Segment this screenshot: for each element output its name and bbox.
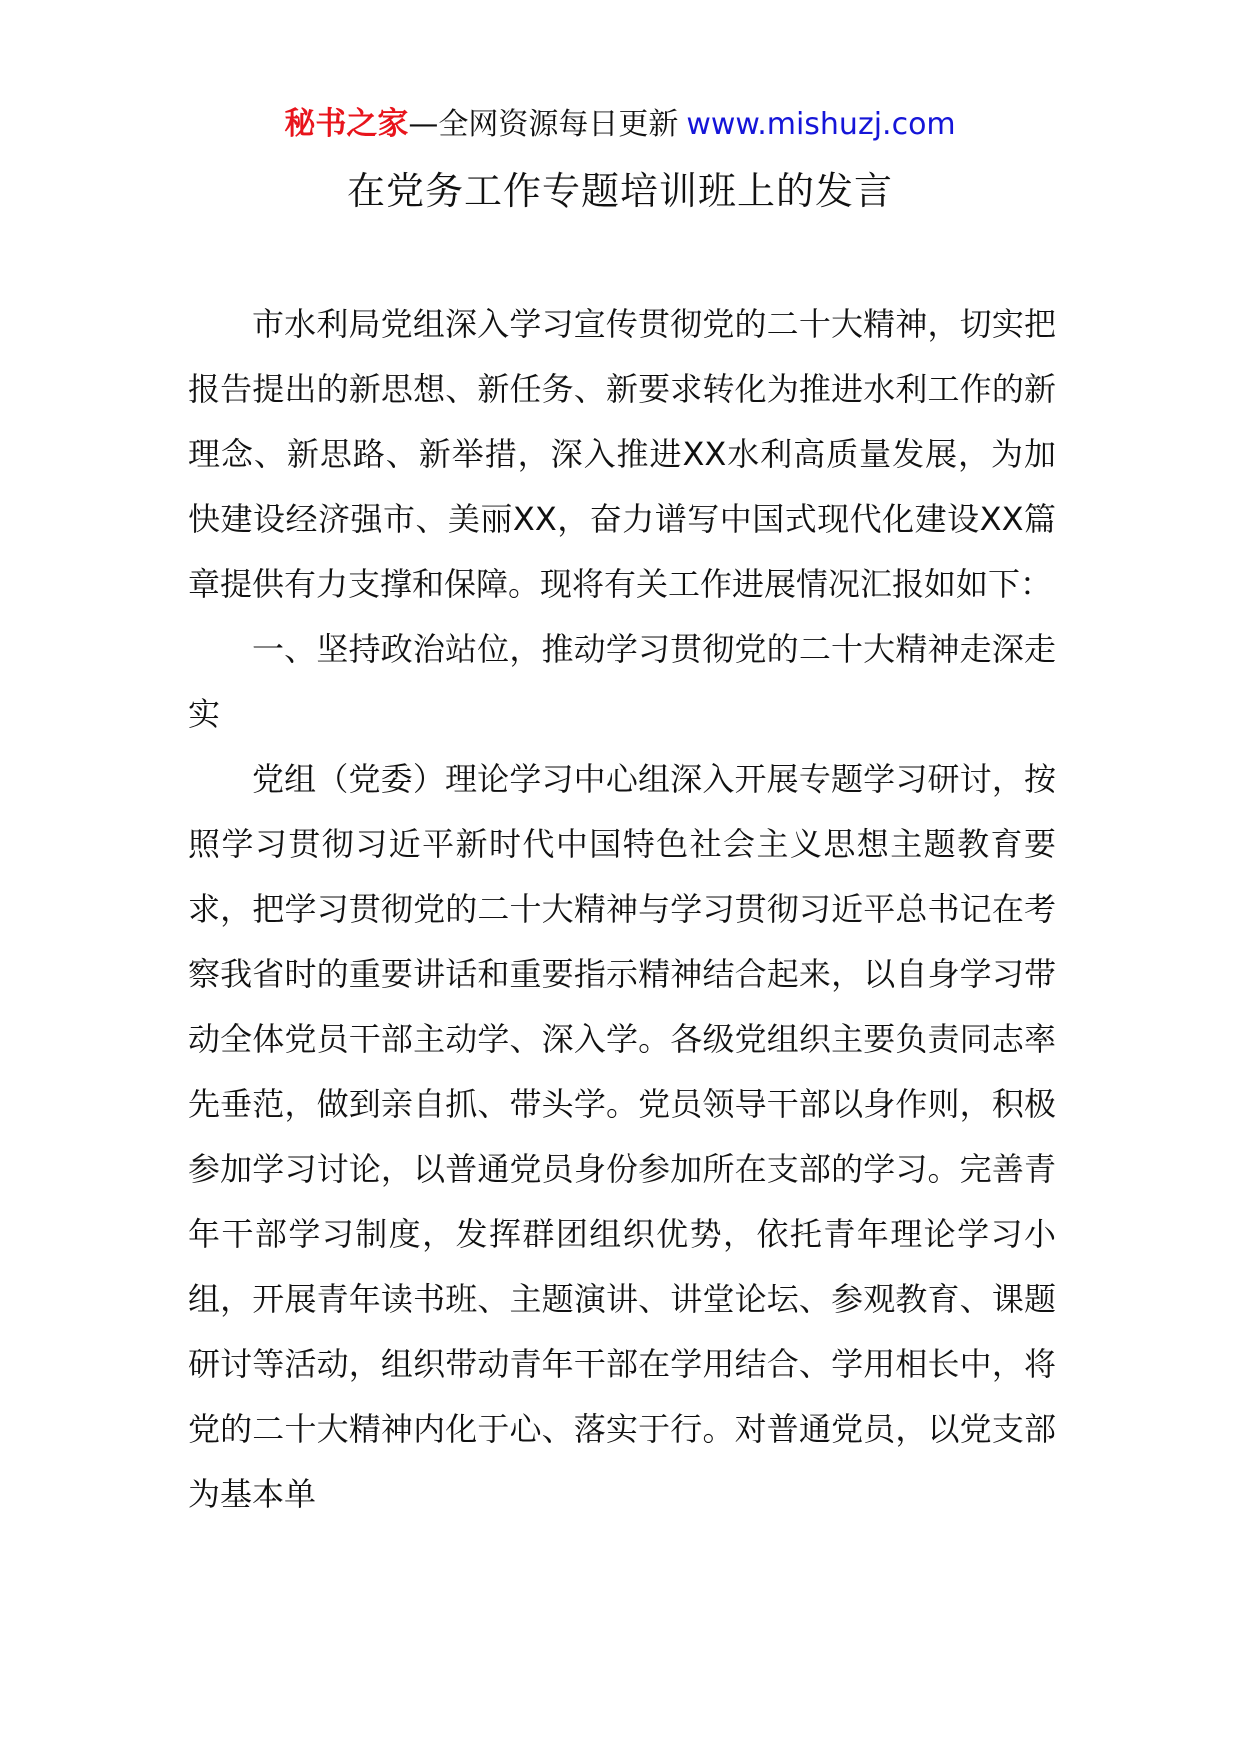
site-url-link[interactable]: www.mishuzj.com [686, 107, 956, 142]
header-tagline: —全网资源每日更新 [408, 107, 679, 142]
document-body [188, 292, 1056, 1527]
body-paragraph: 市水利局党组深入学习宣传贯彻党的二十大精神，切实把报告提出的新思想、新任务、新要求转化为推进水利工作的新理念、新思路、新举措，深入推进XX水利高质量发展，为加快建设经济强市、美丽XX，奋力谱写中国式现代化建设XX篇章提供有力支撑和保障。现将有关工作进展情况汇报如如下： [188, 305, 1056, 603]
site-header [0, 104, 1240, 145]
document-title: 在党务工作专题培训班上的发言 [346, 169, 893, 213]
body-paragraph: 党组（党委）理论学习中心组深入开展专题学习研讨，按照学习贯彻习近平新时代中国特色社会主义思想主题教育要求，把学习贯彻党的二十大精神与学习贯彻习近平总书记在考察我省时的重要讲话和重要指示精神结合起来，以自身学习带动全体党员干部主动学、深入学。各级党组织主要负责同志率先垂范，做到亲自抓、带头学。党员领导干部以身作则，积极参加学习讨论，以普通党员身份参加所在支部的学习。完善青年干部学习制度，发挥群团组织优势，依托青年理论学习小组，开展青年读书班、主题演讲、讲堂论坛、参观教育、课题研讨等活动，组织带动青年干部在学用结合、学用相长中，将党的二十大精神内化于心、落实于行。对普通党员，以党支部为基本单 [188, 760, 1056, 1513]
brand-name: 秘书之家 [284, 106, 409, 142]
section-heading: 一、坚持政治站位，推动学习贯彻党的二十大精神走深走实 [188, 630, 1056, 733]
